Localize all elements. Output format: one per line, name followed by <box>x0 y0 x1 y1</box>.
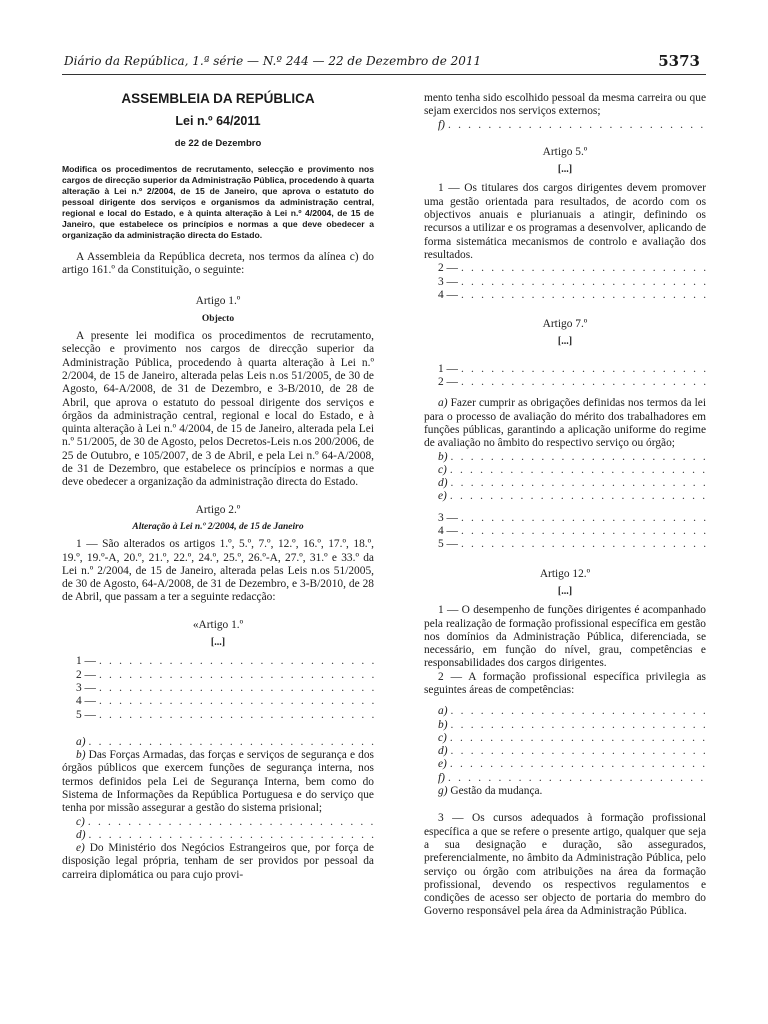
dotted-line: 3 — . . . <box>424 276 706 289</box>
header-rule <box>62 74 706 75</box>
dotted-line: e) . . . <box>424 758 706 771</box>
dotted-line: 5 — . . . <box>424 538 706 551</box>
article-subtitle: Objecto <box>201 313 235 324</box>
article-subtitle: Alteração à Lei n.º 2/2004, de 15 de Janeiro <box>132 521 304 532</box>
dotted-line: 3 — . . . <box>62 682 374 695</box>
quoted-article-heading: «Artigo 1.º <box>192 618 244 631</box>
law-title: Lei n.º 64/2011 <box>175 114 261 129</box>
dotted-line: 3 — . . . <box>424 512 706 525</box>
list-item: g) Gestão da mudança. <box>438 785 543 798</box>
ellipsis-marker: [...] <box>210 637 226 649</box>
dotted-line: a) . . . <box>62 736 374 749</box>
article-heading: Artigo 12.º <box>539 567 591 580</box>
dotted-line: b) . . . <box>424 719 706 732</box>
list-item: e) Do Ministério dos Negócios Estrangeiros que, por força de disposição legal própria, tenham de ser providos por pessoal da carreira diplomática ou para cujo provi- <box>62 842 374 881</box>
dotted-line: 5 — . . . <box>62 709 374 722</box>
dotted-line: c) . . . <box>62 816 374 829</box>
ellipsis-marker: [...] <box>557 336 573 348</box>
dotted-line: f) . . . <box>424 119 706 132</box>
dotted-line: 2 — . . . <box>424 376 706 389</box>
dotted-line: 2 — . . . <box>62 669 374 682</box>
dotted-line: d) . . . <box>424 745 706 758</box>
ellipsis-marker: [...] <box>557 585 573 597</box>
dotted-line: 4 — . . . <box>62 695 374 708</box>
article-heading: Artigo 5.º <box>542 145 588 158</box>
dotted-line: c) . . . <box>424 464 706 477</box>
page-number: 5373 <box>658 52 700 70</box>
article-heading: Artigo 7.º <box>542 318 588 331</box>
law-summary: Modifica os procedimentos de recrutamento, selecção e provimento nos cargos de direcção superior da Administração Pública, procedendo à quarta alteração à Lei n.º 2/2004, de 15 de Janeiro, que aprova o estatuto do pessoal dirigente dos serviços e organismos da administração central, regional e local do Estado, e à quinta alteração à Lei n.º 4/2004, de 15 de Janeiro, que estabelece os princípios e normas a que deve obedecer a organização da administração directa do Estado. <box>62 163 375 240</box>
dotted-line: b) . . . <box>424 451 706 464</box>
article-paragraph: 1 — São alterados os artigos 1.º, 5.º, 7.º, 12.º, 16.º, 17.º, 18.º, 19.º, 19.º-A, 20.º, 21.º, 22.º, 24.º, 25.º, 26.º-A, 27.º, 31.º e 33.º da Lei n.º 2/2004, de 15 de Janeiro, alterada pelas Leis n.os 51/2005, de 30 de Agosto, 64-A/2008, de 31 de Dezembro, e 3-B/2010, de 28 de Abril, que passam a ter a seguinte redacção: <box>62 538 374 604</box>
law-date: de 22 de Dezembro <box>174 137 262 149</box>
list-item: b) Das Forças Armadas, das forças e serviços de segurança e dos órgãos públicos que exercem funções de segurança interna, nos termos definidos pela Lei de Segurança Interna, bem como do Sistema de Informações da República Portuguesa e do serviço que tenha por missão assegurar a gestão do sistema prisional; <box>62 749 374 815</box>
dotted-line: e) . . . <box>424 490 706 503</box>
ellipsis-marker: [...] <box>557 164 573 176</box>
dotted-line: 2 — . . . <box>424 262 706 275</box>
dotted-line: d) . . . <box>424 477 706 490</box>
article-paragraph: A presente lei modifica os procedimentos de recrutamento, selecção e provimento nos cargos de direcção superior da Administração Pública, procedendo à quarta alteração à Lei n.º 2/2004, de 15 de Janeiro, alterada pelas Leis n.os 51/2005, de 30 de Agosto, 64-A/2008, de 31 de Dezembro, e 3-B/2010, de 28 de Abril, que aprova o estatuto do pessoal dirigente dos serviços e órgãos da administração central, regional e local do Estado, e à quinta alteração à Lei n.º 4/2004, de 15 de Janeiro, alterada pela Lei n.º 51/2005, de 30 de Agosto, pelos Decretos-Leis n.os 200/2006, de 25 de Outubro, e 105/2007, de 3 de Abril, e pela Lei n.º 64-A/2008, de 31 de Dezembro, que estabelece os princípios e normas a que deve obedecer a organização da administração directa do Estado. <box>62 330 374 489</box>
continued-text: mento tenha sido escolhido pessoal da mesma carreira ou que sejam exercidos nos serviços externos; <box>424 92 706 118</box>
right-column <box>424 92 706 919</box>
dotted-line: f) . . . <box>424 772 706 785</box>
list-item: a) Fazer cumprir as obrigações definidas nos termos da lei para o processo de avaliação do mérito dos trabalhadores em funções públicas, garantindo a aplicação uniforme do regime de avaliação no âmbito do respectivo serviço ou órgão; <box>424 397 706 450</box>
dotted-line: 4 — . . . <box>424 289 706 302</box>
article-paragraph: 1 — O desempenho de funções dirigentes é acompanhado pela realização de formação profissional específica em gestão nos domínios da Administração Pública, diferenciada, se necessário, em função do nível, grau, competências e responsabilidades dos cargos dirigentes. <box>424 604 706 670</box>
article-heading: Artigo 2.º <box>195 503 241 516</box>
intro-paragraph: A Assembleia da República decreta, nos termos da alínea c) do artigo 161.º da Constituição, o seguinte: <box>62 250 374 277</box>
article-paragraph: 1 — Os titulares dos cargos dirigentes devem promover uma gestão orientada para resultados, de acordo com os objectivos anuais e plurianuais a atingir, definindo os recursos a utilizar e os programas a desenvolver, aplicando de forma sistemática mecanismos de controlo e avaliação dos resultados. <box>424 182 706 261</box>
article-heading: Artigo 1.º <box>195 295 241 308</box>
dotted-line: 1 — . . . <box>424 363 706 376</box>
article-paragraph: 2 — A formação profissional específica privilegia as seguintes áreas de competências: <box>424 670 706 696</box>
dotted-line: 1 — . . . <box>62 655 374 668</box>
page-header <box>64 54 704 74</box>
dotted-line: 4 — . . . <box>424 525 706 538</box>
dotted-line: d) . . . <box>62 829 374 842</box>
dotted-line: c) . . . <box>424 732 706 745</box>
article-paragraph: 3 — Os cursos adequados à formação profissional específica a que se refere o presente artigo, qualquer que seja a sua designação e duração, são assegurados, preferencialmente, no âmbito da Administração Pública, pelo serviço ou órgão com atribuições na área da formação profissional, devendo os respectivos regulamentos e condições de acesso ser objecto de portaria do membro do Governo responsável pela área da Administração Pública. <box>424 812 706 918</box>
left-column <box>62 86 374 882</box>
institution-title: ASSEMBLEIA DA REPÚBLICA <box>121 91 315 106</box>
journal-reference: Diário da República, 1.ª série — N.º 244 — 22 de Dezembro de 2011 <box>64 54 482 68</box>
dotted-line: a) . . . <box>424 705 706 718</box>
